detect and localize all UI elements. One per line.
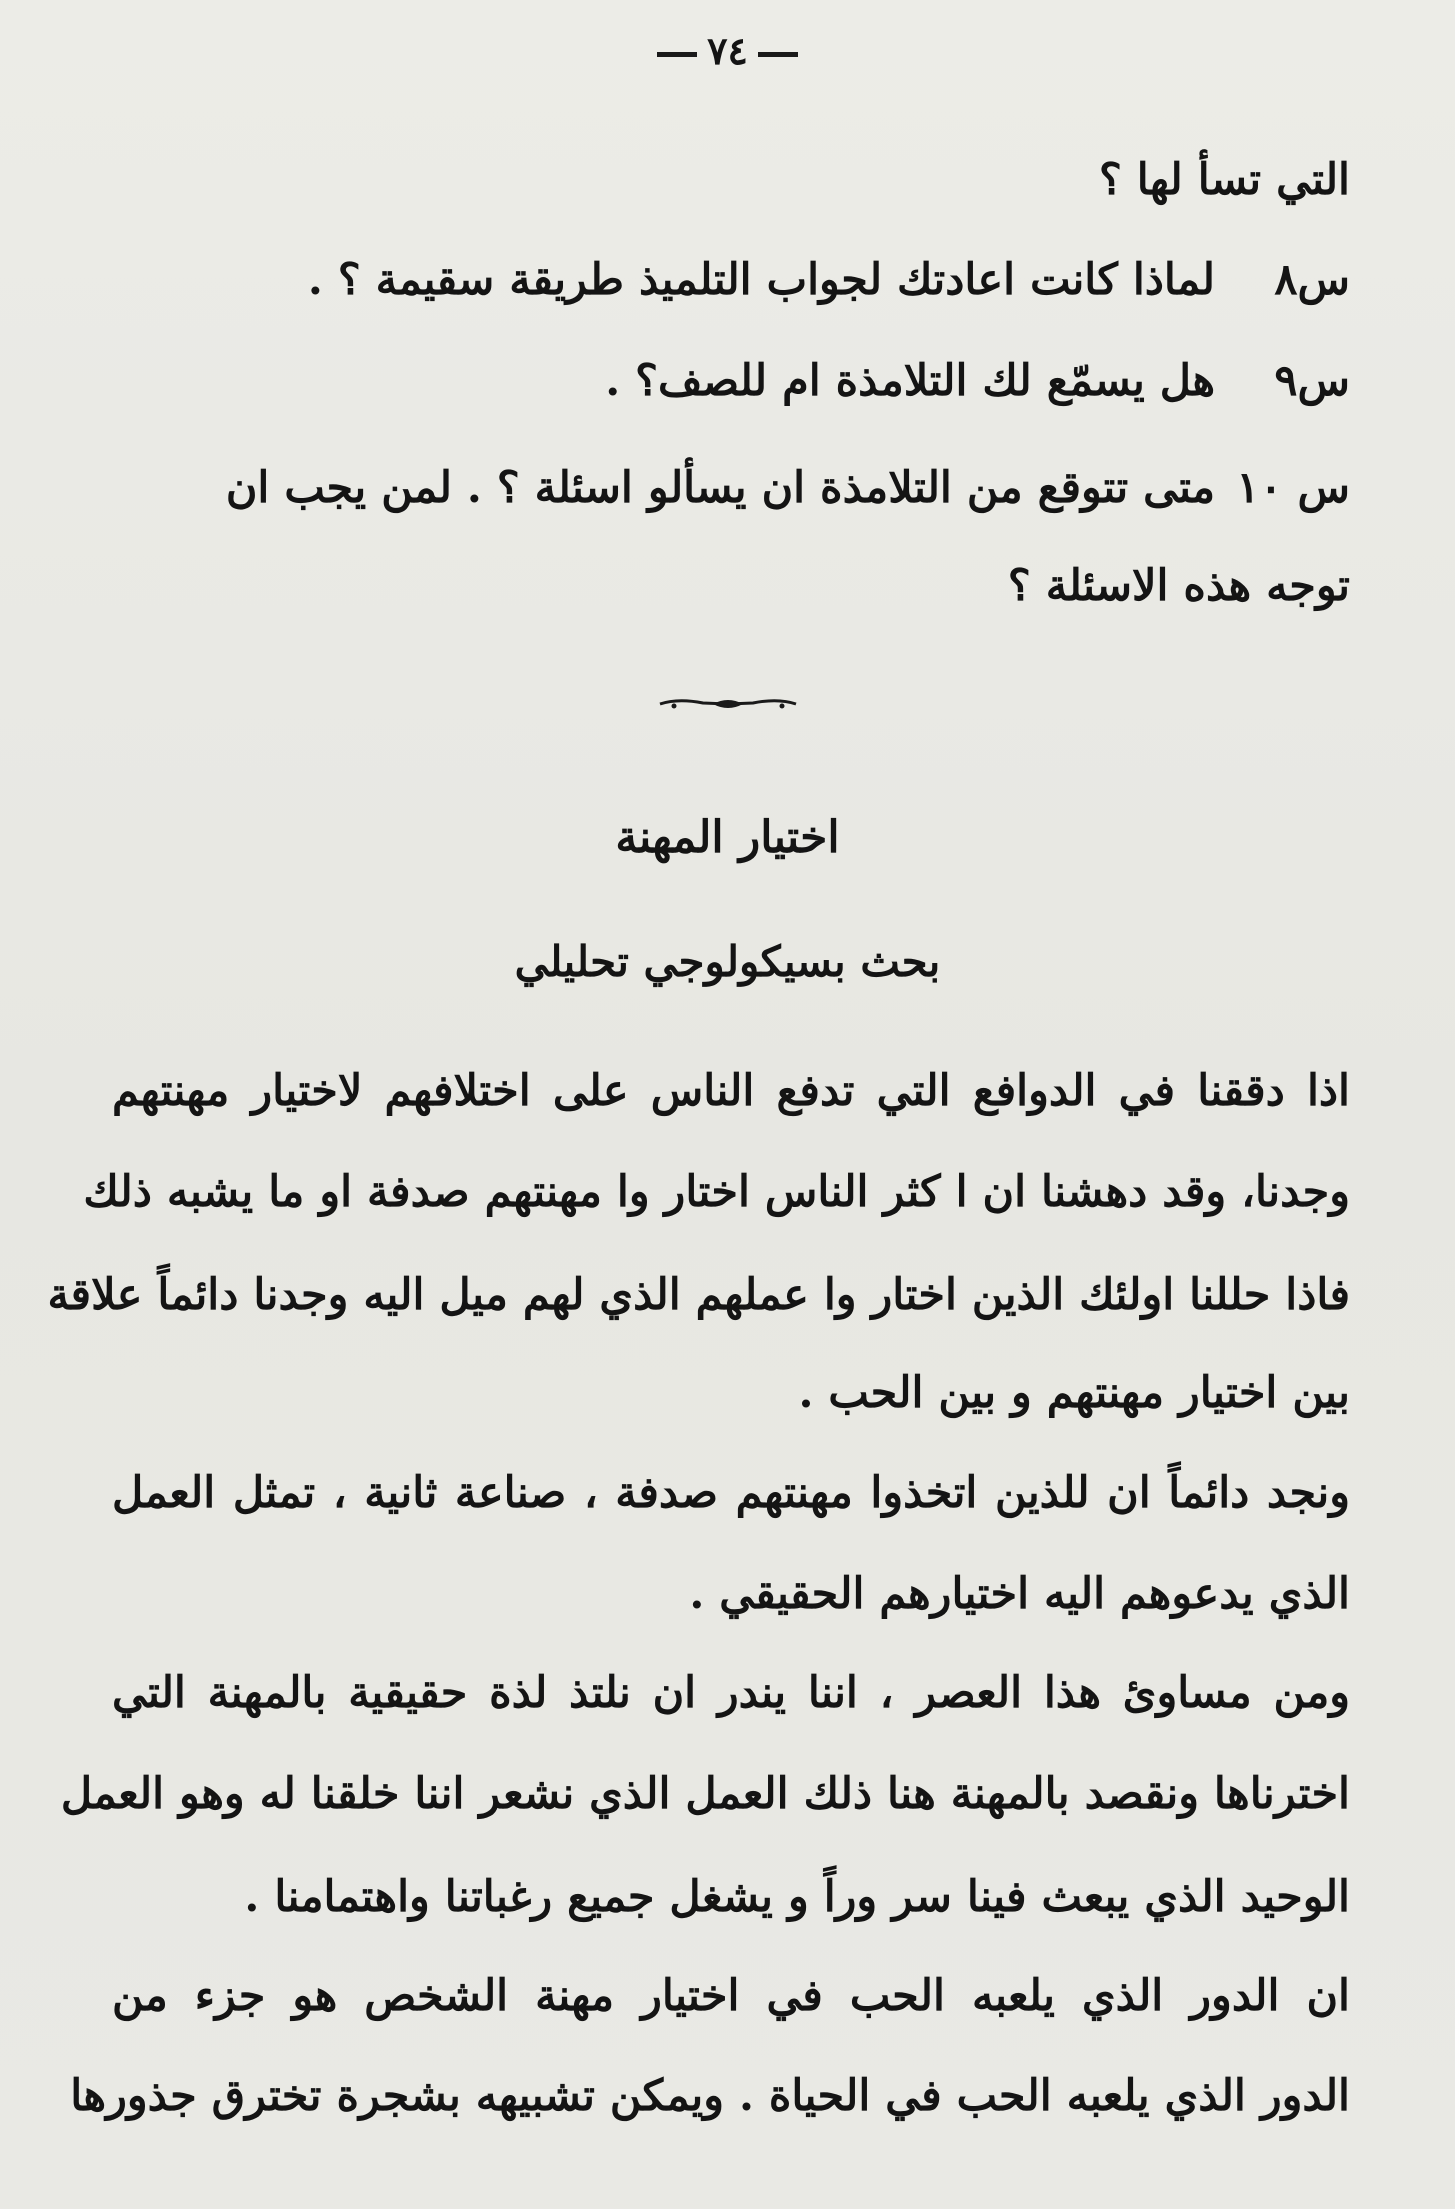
body-line: ان الدور الذي يلعبه الحب في اختيار مهنة الشخص هو جزء من (112, 1971, 1350, 2021)
question-8-label: س٨ (1274, 255, 1350, 305)
question-9-label: س٩ (1274, 356, 1350, 406)
body-line: الدور الذي يلعبه الحب في الحياة . ويمكن تشبيهه بشجرة تخترق جذورها (70, 2071, 1350, 2121)
body-line: فاذا حللنا اولئك الذين اختار وا عملهم الذي لهم ميل اليه وجدنا دائماً علاقة (47, 1270, 1350, 1320)
page-number: ٧٤ (0, 28, 1455, 73)
question-10 (226, 458, 1350, 518)
body-line: بين اختيار مهنتهم و بين الحب . (798, 1368, 1350, 1418)
page-number-dash-left (657, 52, 697, 57)
question-line-continuation: التي تسأ لها ؟ (1098, 155, 1350, 205)
question-10-text: متى تتوقع من التلامذة ان يسألو اسئلة ؟ . لمن يجب ان (225, 463, 1215, 513)
page-number-dash-right (758, 52, 798, 57)
question-8-text: لماذا كانت اعادتك لجواب التلميذ طريقة سقيمة ؟ . (307, 255, 1215, 305)
question-10-label: س ١٠ (1236, 463, 1350, 513)
ornament-divider (0, 694, 1455, 714)
body-line: اخترناها ونقصد بالمهنة هنا ذلك العمل الذي نشعر اننا خلقنا له وهو العمل (60, 1769, 1350, 1819)
question-10-continuation: توجه هذه الاسئلة ؟ (1007, 561, 1350, 611)
body-line: الوحيد الذي يبعث فينا سر وراً و يشغل جميع رغباتنا واهتمامنا . (244, 1872, 1350, 1922)
body-line: وجدنا، وقد دهشنا ان ا كثر الناس اختار وا مهنتهم صدفة او ما يشبه ذلك (83, 1167, 1350, 1217)
section-subtitle: بحث بسيكولوجي تحليلي (514, 937, 941, 986)
body-line: ومن مساوئ هذا العصر ، اننا يندر ان نلتذ لذة حقيقية بالمهنة التي (112, 1668, 1350, 1718)
section-title: اختيار المهنة (615, 812, 840, 863)
ornament-divider-graphic (658, 694, 798, 714)
body-line: ونجد دائماً ان للذين اتخذوا مهنتهم صدفة ، صناعة ثانية ، تمثل العمل (112, 1468, 1350, 1518)
body-line: الذي يدعوهم اليه اختيارهم الحقيقي . (689, 1569, 1350, 1619)
question-8 (308, 250, 1350, 310)
question-9-text: هل يسمّع لك التلامذة ام للصف؟ . (605, 356, 1215, 406)
question-9 (605, 351, 1350, 411)
body-line: اذا دققنا في الدوافع التي تدفع الناس على اختلافهم لاختيار مهنتهم (112, 1066, 1350, 1116)
